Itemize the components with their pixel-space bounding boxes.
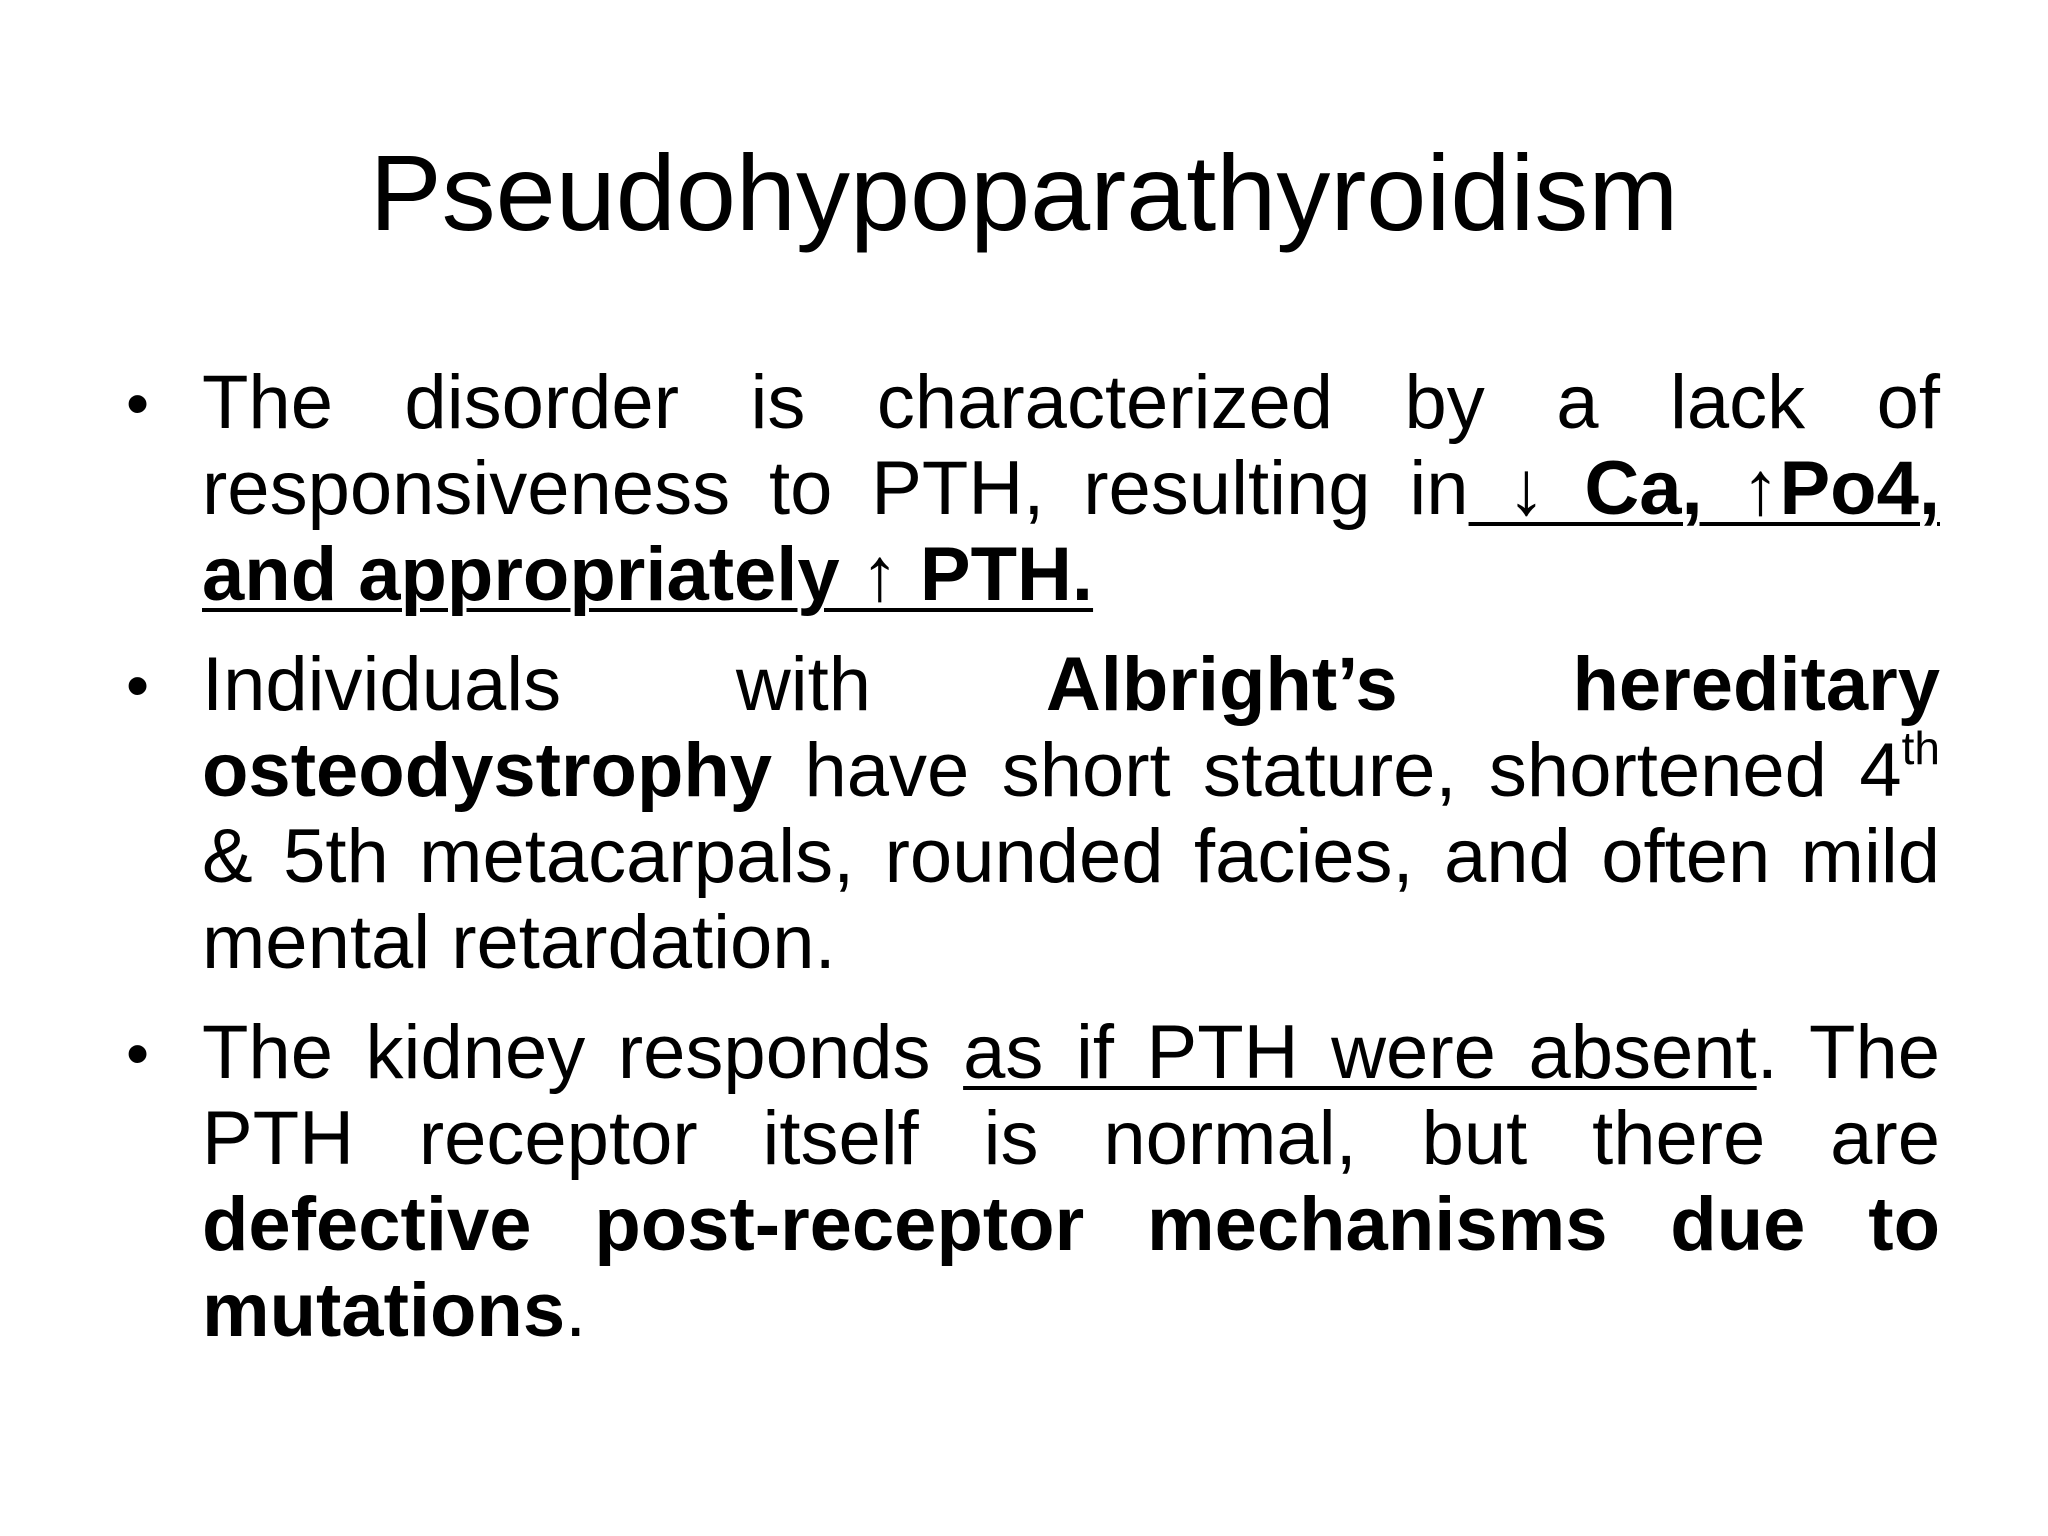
slide-title: Pseudohypoparathyroidism — [369, 132, 1679, 253]
bullet-3-period: . — [565, 1268, 587, 1353]
bullet-item-3 — [120, 1010, 1940, 1354]
bullet-3-part-3: . The PTH receptor itself is normal, but there are — [202, 1010, 1940, 1181]
bullet-2-superscript: th — [1901, 722, 1940, 774]
bullet-dot-icon: • — [126, 366, 150, 440]
bullet-2-part-1: Individuals with — [202, 642, 1046, 727]
bullet-2-condition-name: Albright’s hereditary osteodystrophy — [202, 642, 1940, 813]
bullet-3-part-1: The kidney responds — [202, 1010, 964, 1095]
bullet-dot-icon: • — [126, 1016, 150, 1090]
bullet-3-text — [202, 1010, 1940, 1353]
bullet-2-part-5: & 5th metacarpals, rounded facies, and often mild mental retardation. — [202, 814, 1940, 985]
bullet-1-part-1: The disorder is characterized by a lack of responsiveness to PTH, resulting in — [202, 360, 1940, 531]
bullet-2-part-3: have short stature, shortened 4 — [772, 728, 1902, 813]
bullet-1-text — [202, 360, 1940, 617]
bullet-3-underlined-phrase: as if PTH were absent — [963, 1010, 1757, 1095]
bullet-list — [120, 360, 1940, 1378]
bullet-1-lab-findings: ↓ Ca, ↑Po4, and appropriately ↑ PTH. — [202, 446, 1940, 617]
bullet-2-text — [202, 642, 1940, 985]
bullet-item-2 — [120, 642, 1940, 986]
bullet-dot-icon: • — [126, 648, 150, 722]
bullet-item-1 — [120, 360, 1940, 618]
bullet-3-bold-phrase: defective post-receptor mechanisms due to mutations — [202, 1182, 1940, 1353]
